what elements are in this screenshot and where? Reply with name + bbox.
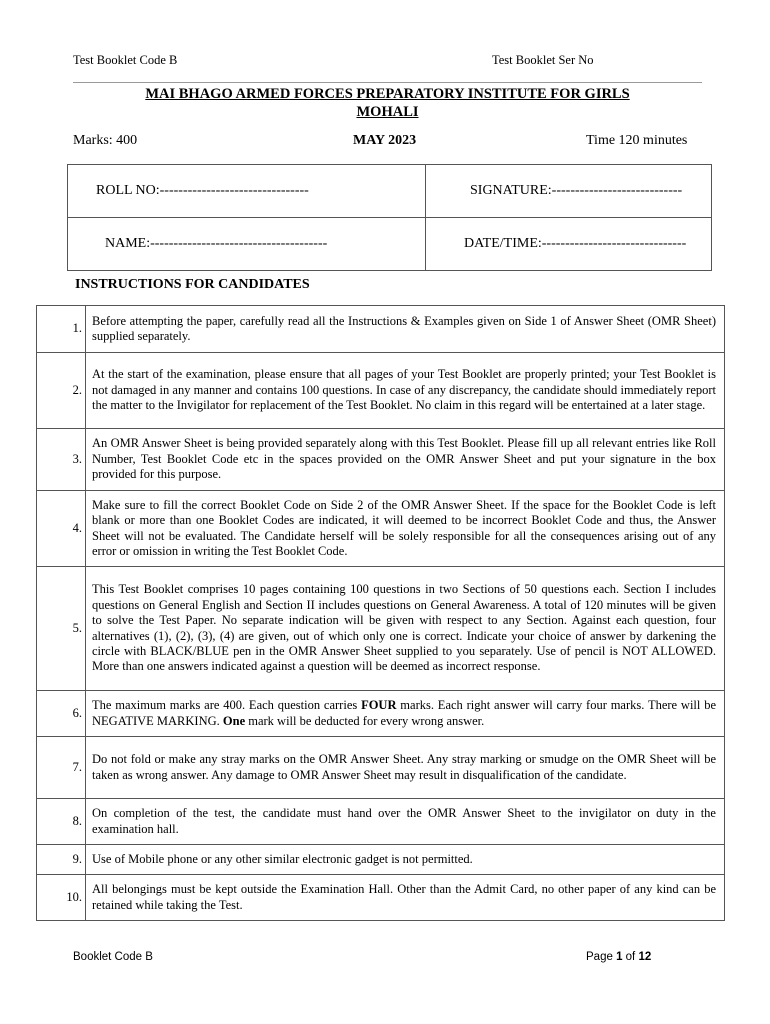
instruction-row <box>37 429 725 491</box>
marks-label: Marks: 400 <box>73 133 138 148</box>
instruction-number: 9. <box>37 845 86 875</box>
instruction-number: 8. <box>37 799 86 845</box>
signature-field[interactable]: SIGNATURE:---------------------------- <box>426 165 712 218</box>
instruction-row <box>37 845 725 875</box>
footer-booklet-code: Booklet Code B <box>73 951 153 963</box>
instruction-text: At the start of the examination, please ensure that all pages of your Test Booklet are properly printed; your Test Booklet is not damaged in any manner and contains 100 questions. In case of any discrepancy, the candidate should immediately report the matter to the Invigilator for replacement of the Test Booklet. No claim in this regard will be entertained at a later stage. <box>86 353 725 429</box>
instruction-text-part: marks. Each right answer will carry four marks. There will be NEGATIVE MARKING. <box>92 698 716 728</box>
booklet-serial-label: Test Booklet Ser No <box>492 53 594 67</box>
booklet-code-label: Test Booklet Code B <box>73 53 178 67</box>
name-field[interactable]: NAME:-------------------------------------- <box>68 218 426 271</box>
instruction-text: Before attempting the paper, carefully read all the Instructions & Examples given on Side 1 of Answer Sheet (OMR Sheet) supplied separately. <box>86 306 725 353</box>
instruction-text: Make sure to fill the correct Booklet Code on Side 2 of the OMR Answer Sheet. If the space for the Booklet Code is left blank or more than one Booklet Codes are indicated, it will deemed to be incorrect Booklet Code and thus, the Answer Sheet will not be evaluated. The Candidate herself will be solely responsible for all the consequences arising out of any error or omission in writing the Test Booklet Code. <box>86 491 725 567</box>
instruction-text-part: The maximum marks are 400. Each question carries <box>92 698 362 713</box>
instruction-row <box>37 799 725 845</box>
time-label: Time 120 minutes <box>586 133 688 148</box>
instruction-text: All belongings must be kept outside the Examination Hall. Other than the Admit Card, no other paper of any kind can be retained while taking the Test. <box>86 875 725 921</box>
instruction-text: Use of Mobile phone or any other similar electronic gadget is not permitted. <box>86 845 725 875</box>
instruction-row <box>37 306 725 353</box>
instruction-number: 2. <box>37 353 86 429</box>
instruction-row <box>37 491 725 567</box>
instructions-heading: INSTRUCTIONS FOR CANDIDATES <box>75 277 310 292</box>
instruction-text: This Test Booklet comprises 10 pages containing 100 questions in two Sections of 50 questions each. Section I includes questions on General English and Section II includes questions on General Awareness. A total of 120 minutes will be given to solve the Test Paper. No separate indication will be given with respect to any Section. Against each question, four alternatives (1), (2), (3), (4) are given, out of which only one is correct. Indicate your choice of answer by darkening the circle with BLACK/BLUE pen in the OMR Answer Sheet supplied to you separately. Use of pencil is NOT ALLOWED. More than one answers indicated against a question will be deemed as incorrect response. <box>86 567 725 691</box>
instruction-row <box>37 737 725 799</box>
instruction-text: Do not fold or make any stray marks on the OMR Answer Sheet. Any stray marking or smudge on the OMR Sheet will be taken as wrong answer. Any damage to OMR Answer Sheet may result in disqualification of the candidate. <box>86 737 725 799</box>
candidate-details-box <box>67 164 712 271</box>
instruction-text-part: mark will be deducted for every wrong answer. <box>245 713 485 728</box>
instruction-emphasis: One <box>222 713 246 728</box>
instruction-number: 6. <box>37 691 86 737</box>
header-divider <box>73 82 702 83</box>
page-prefix: Page <box>586 951 617 963</box>
instructions-table <box>36 305 725 921</box>
instruction-text <box>86 691 725 737</box>
page-total: 12 <box>638 951 652 963</box>
instruction-number: 10. <box>37 875 86 921</box>
instruction-row <box>37 353 725 429</box>
date-time-field[interactable]: DATE/TIME:------------------------------- <box>426 218 712 271</box>
instruction-number: 7. <box>37 737 86 799</box>
instruction-emphasis: FOUR <box>361 698 397 713</box>
instruction-row <box>37 875 725 921</box>
instruction-number: 1. <box>37 306 86 353</box>
instruction-row <box>37 691 725 737</box>
instruction-number: 5. <box>37 567 86 691</box>
page-of: of <box>622 951 639 963</box>
page-current: 1 <box>616 951 623 963</box>
roll-no-field[interactable]: ROLL NO:-------------------------------- <box>68 165 426 218</box>
instruction-row <box>37 567 725 691</box>
instruction-text: An OMR Answer Sheet is being provided separately along with this Test Booklet. Please fill up all relevant entries like Roll Number, Test Booklet Code etc in the spaces provided on the OMR Answer Sheet and put your signature in the box provided for this purpose. <box>86 429 725 491</box>
page-number <box>586 951 651 963</box>
instruction-number: 3. <box>37 429 86 491</box>
instruction-text: On completion of the test, the candidate must hand over the OMR Answer Sheet to the invigilator on duty in the examination hall. <box>86 799 725 845</box>
institute-title: MAI BHAGO ARMED FORCES PREPARATORY INSTITUTE FOR GIRLS <box>145 86 630 102</box>
instruction-number: 4. <box>37 491 86 567</box>
exam-month: MAY 2023 <box>353 133 417 148</box>
institute-location: MOHALI <box>356 104 419 120</box>
